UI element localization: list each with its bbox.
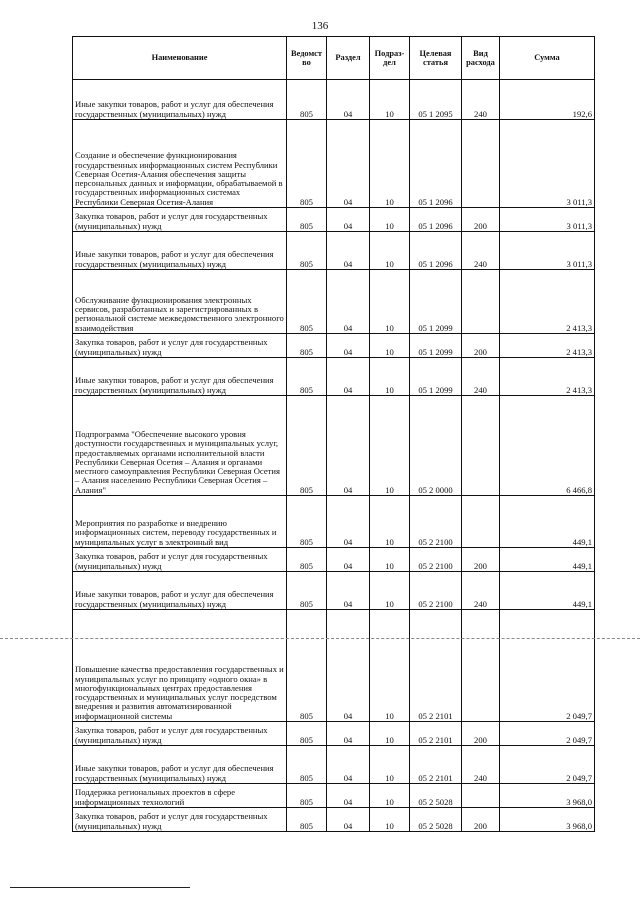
row-podrazdel: 10 — [370, 808, 410, 832]
page-number: 136 — [311, 20, 329, 32]
row-vid: 200 — [462, 334, 500, 358]
table-row — [73, 80, 595, 120]
header-statya: Целевая статья — [410, 37, 462, 80]
table-row — [73, 610, 595, 722]
row-razdel: 04 — [327, 808, 370, 832]
row-name: Иные закупки товаров, работ и услуг для обеспечения государственных (муниципальных) нужд — [73, 80, 287, 120]
row-statya: 05 1 2095 — [410, 80, 462, 120]
header-razdel: Раздел — [327, 37, 370, 80]
row-podrazdel: 10 — [370, 232, 410, 270]
row-vid: 240 — [462, 572, 500, 610]
row-podrazdel: 10 — [370, 784, 410, 808]
row-podrazdel: 10 — [370, 496, 410, 548]
row-statya: 05 1 2099 — [410, 270, 462, 334]
row-razdel: 04 — [327, 746, 370, 784]
row-razdel: 04 — [327, 80, 370, 120]
row-vid: 240 — [462, 232, 500, 270]
table-row — [73, 746, 595, 784]
row-summa: 3 968,0 — [500, 808, 595, 832]
row-razdel: 04 — [327, 208, 370, 232]
row-name: Повышение качества предоставления государственных и муниципальных услуг по принципу «одного окна» в многофункциональных центрах предоставления государственных и муниципальных услуг посредством внедрения и развития автоматизированной информационной системы — [73, 610, 287, 722]
row-vedomstvo: 805 — [287, 232, 327, 270]
row-name: Закупка товаров, работ и услуг для государственных (муниципальных) нужд — [73, 548, 287, 572]
header-podrazdel: Подраз- дел — [370, 37, 410, 80]
row-vedomstvo: 805 — [287, 548, 327, 572]
footer-rule — [10, 887, 190, 888]
row-razdel: 04 — [327, 548, 370, 572]
row-name: Подпрограмма "Обеспечение высокого уровня доступности государственных и муниципальных услуг, предоставляемых органами исполнительной власти Республики Северная Осетия – Алания и органами местного самоуправления Республики Северная Осетия – Алания населению Республики Северная Осетия – Алания" — [73, 396, 287, 496]
table-row — [73, 808, 595, 832]
row-vid: 200 — [462, 722, 500, 746]
row-name: Закупка товаров, работ и услуг для государственных (муниципальных) нужд — [73, 722, 287, 746]
row-summa: 449,1 — [500, 496, 595, 548]
row-podrazdel: 10 — [370, 120, 410, 208]
row-razdel: 04 — [327, 610, 370, 722]
row-statya: 05 2 5028 — [410, 808, 462, 832]
row-summa: 449,1 — [500, 548, 595, 572]
row-vedomstvo: 805 — [287, 396, 327, 496]
row-podrazdel: 10 — [370, 722, 410, 746]
row-statya: 05 1 2099 — [410, 358, 462, 396]
row-name: Закупка товаров, работ и услуг для государственных (муниципальных) нужд — [73, 808, 287, 832]
table-row — [73, 270, 595, 334]
row-razdel: 04 — [327, 120, 370, 208]
header-row — [73, 37, 595, 80]
row-summa: 2 413,3 — [500, 358, 595, 396]
row-statya: 05 2 2100 — [410, 496, 462, 548]
row-vid — [462, 496, 500, 548]
row-summa: 192,6 — [500, 80, 595, 120]
row-statya: 05 2 2101 — [410, 610, 462, 722]
row-podrazdel: 10 — [370, 548, 410, 572]
table-row — [73, 548, 595, 572]
table-row — [73, 208, 595, 232]
row-vid: 200 — [462, 548, 500, 572]
row-podrazdel: 10 — [370, 572, 410, 610]
scan-artifact-line — [0, 638, 640, 639]
row-summa: 2 049,7 — [500, 722, 595, 746]
row-podrazdel: 10 — [370, 208, 410, 232]
row-name: Иные закупки товаров, работ и услуг для обеспечения государственных (муниципальных) нужд — [73, 358, 287, 396]
row-vedomstvo: 805 — [287, 358, 327, 396]
row-statya: 05 2 2100 — [410, 572, 462, 610]
row-summa: 2 049,7 — [500, 610, 595, 722]
row-podrazdel: 10 — [370, 270, 410, 334]
row-vedomstvo: 805 — [287, 80, 327, 120]
row-summa: 2 049,7 — [500, 746, 595, 784]
row-summa: 449,1 — [500, 572, 595, 610]
table-row — [73, 572, 595, 610]
budget-table — [72, 36, 595, 832]
row-name: Обслуживание функционирования электронных сервисов, разработанных и зарегистрированных в региональной системе межведомственного электронного взаимодействия — [73, 270, 287, 334]
row-summa: 2 413,3 — [500, 334, 595, 358]
row-razdel: 04 — [327, 334, 370, 358]
row-name: Закупка товаров, работ и услуг для государственных (муниципальных) нужд — [73, 334, 287, 358]
row-razdel: 04 — [327, 496, 370, 548]
row-vid: 240 — [462, 358, 500, 396]
row-razdel: 04 — [327, 784, 370, 808]
row-vid: 240 — [462, 80, 500, 120]
row-statya: 05 2 2101 — [410, 746, 462, 784]
row-vedomstvo: 805 — [287, 808, 327, 832]
row-summa: 3 011,3 — [500, 208, 595, 232]
table-row — [73, 232, 595, 270]
row-podrazdel: 10 — [370, 746, 410, 784]
table-row — [73, 496, 595, 548]
row-vid — [462, 784, 500, 808]
row-statya: 05 2 5028 — [410, 784, 462, 808]
row-podrazdel: 10 — [370, 334, 410, 358]
row-razdel: 04 — [327, 572, 370, 610]
row-vedomstvo: 805 — [287, 496, 327, 548]
row-vid — [462, 270, 500, 334]
row-vedomstvo: 805 — [287, 270, 327, 334]
row-name: Поддержка региональных проектов в сфере информационных технологий — [73, 784, 287, 808]
row-vedomstvo: 805 — [287, 120, 327, 208]
row-name: Мероприятия по разработке и внедрению информационных систем, переводу государственных и муниципальных услуг в электронный вид — [73, 496, 287, 548]
table-row — [73, 722, 595, 746]
row-razdel: 04 — [327, 358, 370, 396]
table-row — [73, 396, 595, 496]
row-name: Создание и обеспечение функционирования государственных информационных систем Республики Северная Осетия-Алания обеспечения защиты персональных данных и информации, обрабатываемой в государственных информационных системах Республики Северная Осетия-Алания — [73, 120, 287, 208]
header-vedomstvo: Ведомст во — [287, 37, 327, 80]
row-vedomstvo: 805 — [287, 334, 327, 358]
row-razdel: 04 — [327, 722, 370, 746]
row-vedomstvo: 805 — [287, 746, 327, 784]
row-vid — [462, 396, 500, 496]
row-summa: 6 466,8 — [500, 396, 595, 496]
row-vid — [462, 610, 500, 722]
row-podrazdel: 10 — [370, 80, 410, 120]
row-summa: 3 968,0 — [500, 784, 595, 808]
row-name: Иные закупки товаров, работ и услуг для обеспечения государственных (муниципальных) нужд — [73, 232, 287, 270]
row-podrazdel: 10 — [370, 610, 410, 722]
row-summa: 2 413,3 — [500, 270, 595, 334]
row-vedomstvo: 805 — [287, 610, 327, 722]
row-podrazdel: 10 — [370, 358, 410, 396]
row-vedomstvo: 805 — [287, 208, 327, 232]
row-statya: 05 2 2100 — [410, 548, 462, 572]
row-vedomstvo: 805 — [287, 572, 327, 610]
row-vid: 200 — [462, 208, 500, 232]
header-vid: Вид расхода — [462, 37, 500, 80]
row-statya: 05 1 2096 — [410, 208, 462, 232]
row-summa: 3 011,3 — [500, 232, 595, 270]
row-razdel: 04 — [327, 232, 370, 270]
table-row — [73, 334, 595, 358]
row-statya: 05 2 0000 — [410, 396, 462, 496]
table-row — [73, 358, 595, 396]
row-name: Закупка товаров, работ и услуг для государственных (муниципальных) нужд — [73, 208, 287, 232]
row-razdel: 04 — [327, 270, 370, 334]
header-summa: Сумма — [500, 37, 595, 80]
row-razdel: 04 — [327, 396, 370, 496]
table-row — [73, 120, 595, 208]
row-name: Иные закупки товаров, работ и услуг для обеспечения государственных (муниципальных) нужд — [73, 746, 287, 784]
row-vedomstvo: 805 — [287, 722, 327, 746]
row-vid — [462, 120, 500, 208]
table-row — [73, 784, 595, 808]
row-podrazdel: 10 — [370, 396, 410, 496]
row-statya: 05 1 2096 — [410, 120, 462, 208]
row-statya: 05 2 2101 — [410, 722, 462, 746]
row-statya: 05 1 2099 — [410, 334, 462, 358]
row-vid: 200 — [462, 808, 500, 832]
row-statya: 05 1 2096 — [410, 232, 462, 270]
header-name: Наименование — [73, 37, 287, 80]
row-summa: 3 011,3 — [500, 120, 595, 208]
row-vedomstvo: 805 — [287, 784, 327, 808]
row-vid: 240 — [462, 746, 500, 784]
row-name: Иные закупки товаров, работ и услуг для обеспечения государственных (муниципальных) нужд — [73, 572, 287, 610]
